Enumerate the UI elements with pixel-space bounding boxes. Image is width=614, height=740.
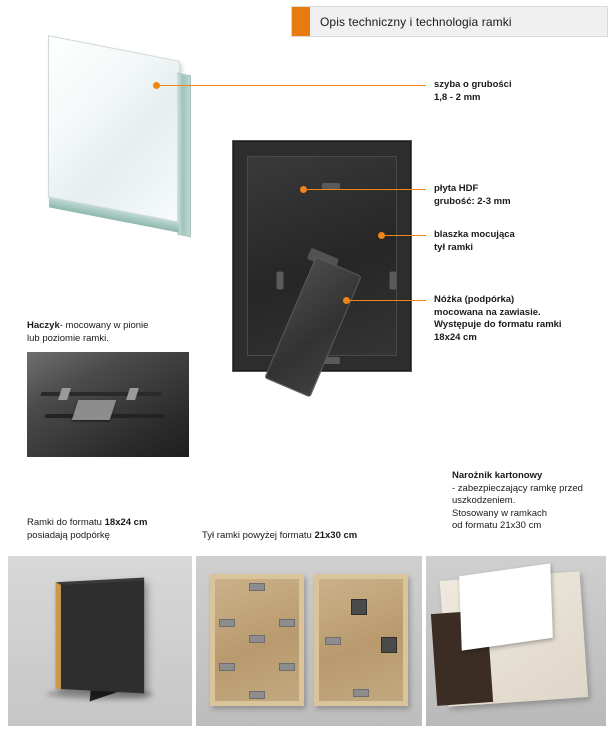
callout-hdf-line2: grubość: 2-3 mm (434, 195, 511, 207)
frame-back-photo (232, 140, 412, 372)
photo-carton-corner (426, 556, 606, 726)
corner-caption (452, 470, 612, 533)
callout-label-glass (434, 79, 604, 104)
callout-label-hdf (434, 183, 604, 208)
page-title: Opis techniczny i technologia ramki (320, 15, 512, 29)
frame-clip (390, 272, 397, 290)
frame-body (56, 578, 145, 694)
hook-title: Haczyk (27, 320, 60, 331)
back-clip (249, 691, 265, 699)
callout-stand-line1: Nóżka (podpórka) (434, 294, 515, 305)
bottom-caption-mid (202, 530, 432, 543)
hook-desc-line2: lub poziomie ramki. (27, 332, 109, 344)
back-clip (219, 663, 235, 671)
corner-title: Narożnik kartonowy (452, 470, 543, 481)
photo-two-frame-backs (196, 556, 422, 726)
back-clip (279, 663, 295, 671)
frame-back-board (210, 574, 304, 706)
bottom-caption-left (27, 517, 197, 542)
callout-clip-line2: tył ramki (434, 241, 474, 253)
callout-stand-line2: mocowana na zawiasie. (434, 306, 541, 318)
callout-clip-line1: blaszka mocująca (434, 229, 515, 240)
callout-label-clip (434, 229, 604, 254)
back-clip (279, 619, 295, 627)
corner-desc-line4: od formatu 21x30 cm (452, 520, 542, 531)
callout-hdf-line1: płyta HDF (434, 183, 479, 194)
hook-plate (72, 400, 116, 420)
callout-glass-line1: szyba o grubości (434, 79, 512, 90)
bottom-left-line1-a: Ramki do formatu (27, 517, 105, 528)
callout-glass-line2: 1,8 - 2 mm (434, 91, 481, 103)
back-hanger (351, 599, 367, 615)
glass-edge (177, 73, 191, 238)
frame-back-hdf-board (247, 156, 397, 356)
bottom-left-line2: posiadają podpórkę (27, 529, 110, 541)
callout-leader-stand (348, 300, 426, 301)
bottom-mid-b: 21x30 cm (314, 530, 358, 541)
corner-desc-line2: uszkodzeniem. (452, 495, 516, 506)
callout-leader-hdf (305, 189, 426, 190)
back-clip (249, 635, 265, 643)
bottom-left-line1-b: 18x24 cm (104, 517, 148, 528)
back-clip (353, 689, 369, 697)
back-clip (249, 583, 265, 591)
back-hanger (381, 637, 397, 653)
bottom-photo-strip (8, 556, 606, 726)
hook-photo (27, 352, 189, 457)
callout-stand-line4: 18x24 cm (434, 331, 477, 343)
back-clip (325, 637, 341, 645)
carton-corner-protector (459, 563, 553, 650)
frame-clip (277, 272, 284, 290)
frame-back-board (314, 574, 408, 706)
back-clip (219, 619, 235, 627)
glass-face (48, 35, 180, 223)
callout-leader-clip (383, 235, 426, 236)
corner-desc-line3: Stosowany w ramkach (452, 507, 548, 519)
hook-desc-line1: - mocowany w pionie (59, 320, 149, 331)
page-header (291, 6, 608, 37)
callout-leader-glass (158, 85, 426, 86)
photo-frame-with-stand (8, 556, 192, 726)
hook-caption (27, 320, 227, 345)
corner-desc-line1: - zabezpieczający ramkę przed (452, 482, 583, 494)
header-accent-bar (292, 7, 310, 36)
callout-stand-line3: Występuje do formatu ramki (434, 319, 562, 330)
callout-label-stand (434, 294, 609, 344)
glass-pane-illustration (38, 40, 228, 235)
bottom-mid-a: Tył ramki powyżej formatu (202, 530, 315, 541)
